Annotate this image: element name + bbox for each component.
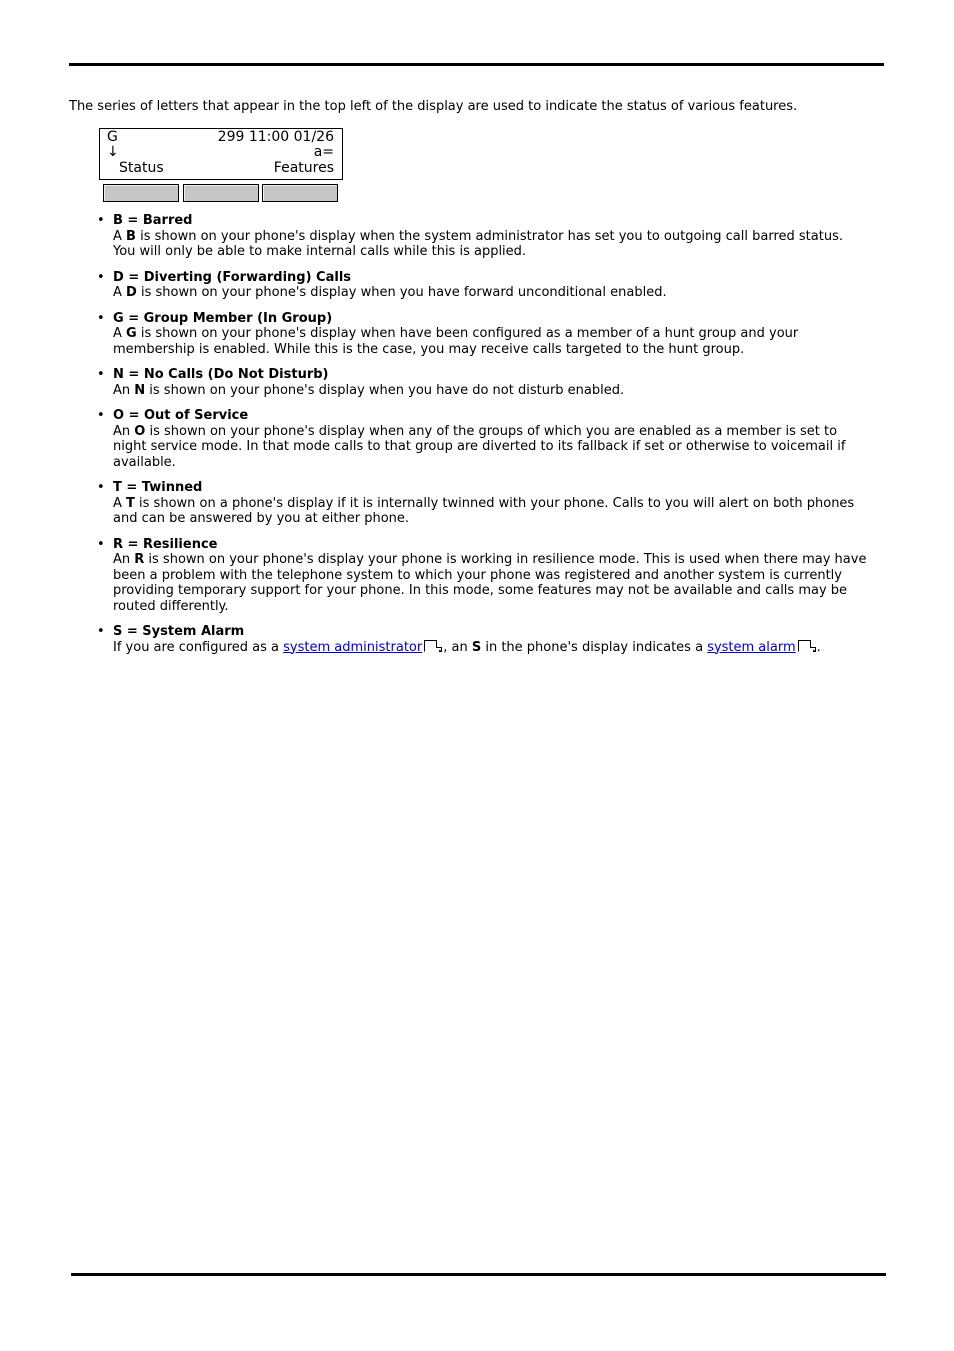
desc-text: is shown on your phone's display your phone is working in resilience mode. This is used when there may have been a problem with the telephone system to which your phone was registered and another system is currently providing temporary support for your phone. In this mode, some features may not be available and calls may be routed differently. (113, 552, 867, 614)
desc-letter: N (134, 382, 146, 398)
item-description (113, 383, 867, 399)
extension-time-date: 299 11:00 01/26 (217, 129, 334, 145)
list-item (97, 537, 867, 615)
item-description (113, 640, 867, 656)
desc-letter: B (126, 228, 136, 244)
desc-text: is shown on a phone's display if it is internally twinned with your phone. Calls to you will alert on both phones and can be answered by you at either phone. (113, 495, 855, 526)
item-title: • B = Barred (113, 213, 193, 228)
list-item (97, 270, 867, 301)
desc-text: An (113, 382, 135, 398)
list-item (97, 213, 867, 260)
list-item (97, 367, 867, 398)
down-arrow-icon: ↓ (107, 144, 119, 160)
page-jump-icon[interactable] (424, 640, 442, 652)
desc-text: An (113, 552, 135, 567)
softkey-label-features: Features (273, 160, 334, 176)
desc-text: . (816, 639, 821, 655)
list-item (97, 311, 867, 358)
desc-text: If you are configured as a (113, 639, 284, 655)
desc-text: A (113, 228, 127, 244)
desc-letter: T (126, 495, 135, 511)
item-title: • D = Diverting (Forwarding) Calls (113, 269, 352, 285)
item-description (113, 552, 867, 614)
item-title: • R = Resilience (113, 536, 218, 552)
appearance-indicator: a= (313, 144, 334, 160)
item-description (113, 326, 867, 357)
phone-display (99, 128, 343, 180)
softkey-left[interactable] (103, 184, 179, 202)
list-item (97, 480, 867, 527)
desc-text: A (113, 495, 127, 511)
item-description (113, 424, 867, 471)
item-title: • S = System Alarm (113, 624, 245, 639)
softkey-right[interactable] (262, 184, 338, 202)
desc-text: is shown on your phone's display when you have do not disturb enabled. (145, 382, 625, 398)
status-letter: G (107, 129, 118, 145)
item-description (113, 285, 867, 301)
display-row-3 (107, 160, 334, 176)
page-jump-icon[interactable] (798, 640, 816, 652)
status-letter-list (97, 213, 867, 665)
system-alarm-link[interactable]: system alarm (707, 639, 796, 655)
display-row-1 (107, 129, 334, 145)
display-row-2 (107, 144, 334, 160)
desc-text: is shown on your phone's display when have been configured as a member of a hunt group and your membership is enabled. While this is the case, you may receive calls targeted to the hunt group. (113, 326, 799, 357)
list-item-system-alarm (97, 624, 867, 655)
item-description (113, 229, 867, 260)
desc-text: is shown on your phone's display when the system administrator has set you to outgoing call barred status. You will only be able to make internal calls while this is applied. (113, 228, 843, 259)
softkey-label-status: Status (119, 160, 164, 176)
desc-text: An (113, 423, 135, 439)
desc-letter: D (126, 285, 137, 300)
list-item (97, 408, 867, 470)
footer-rule (71, 1273, 886, 1276)
item-title: • O = Out of Service (113, 408, 249, 423)
desc-letter: G (126, 326, 137, 341)
desc-text: is shown on your phone's display when you have forward unconditional enabled. (136, 285, 667, 300)
item-title: • T = Twinned (113, 480, 203, 495)
item-description (113, 496, 867, 527)
item-title: • N = No Calls (Do Not Disturb) (113, 367, 329, 382)
header-rule (69, 63, 884, 66)
softkey-middle[interactable] (183, 184, 259, 202)
desc-letter: O (134, 423, 146, 439)
desc-text: A (113, 326, 127, 341)
softkey-bar (103, 184, 341, 203)
desc-text: , an (443, 639, 472, 655)
desc-text: A (113, 285, 127, 300)
intro-text: The series of letters that appear in the top left of the display are used to indicate the status of various features. (69, 99, 798, 114)
desc-letter: R (134, 552, 145, 567)
desc-letter: S (471, 639, 482, 655)
desc-text: is shown on your phone's display when any of the groups of which you are enabled as a member is set to night service mode. In that mode calls to that group are diverted to its fallback if set or otherwise to voicemail if available. (113, 423, 846, 470)
desc-text: in the phone's display indicates a (481, 639, 708, 655)
item-title: • G = Group Member (In Group) (113, 310, 333, 326)
system-administrator-link[interactable]: system administrator (283, 639, 423, 655)
